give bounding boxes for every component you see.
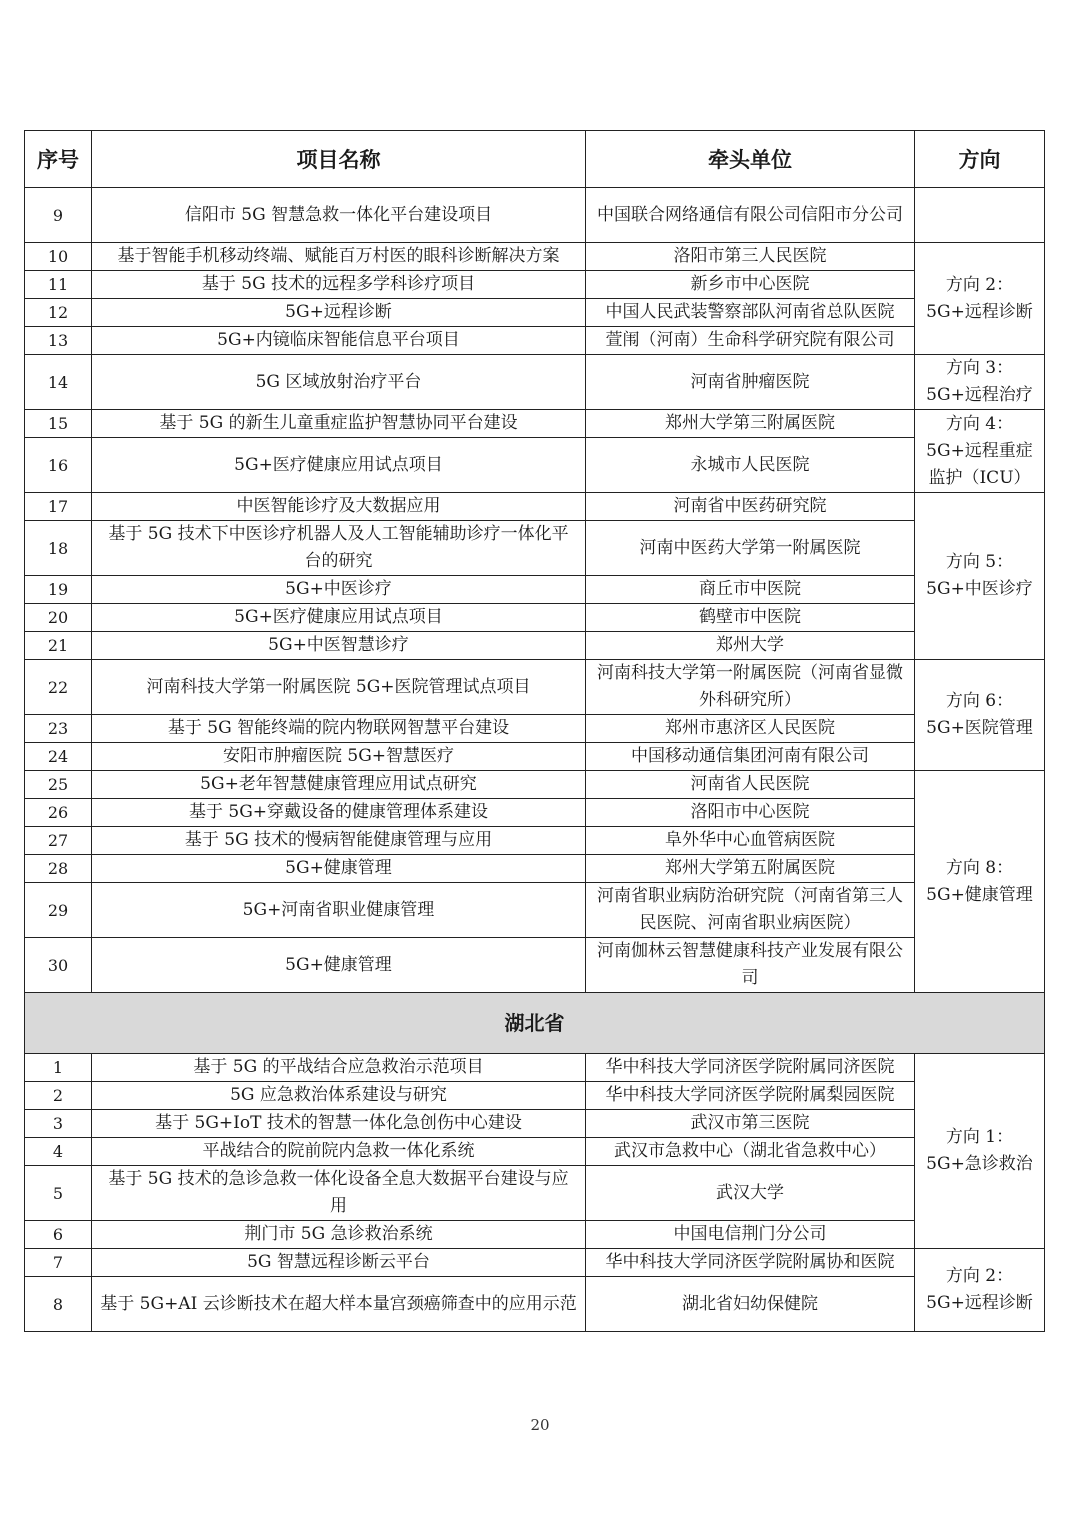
table-row [25,271,1045,299]
project-name: 基于智能手机移动终端、赋能百万村医的眼科诊断解决方案 [92,243,586,271]
row-number: 9 [25,188,92,243]
row-number: 13 [25,327,92,355]
row-number: 30 [25,938,92,993]
table-row [25,355,1045,410]
header-serial: 序号 [25,131,92,188]
lead-unit: 河南省职业病防治研究院（河南省第三人民医院、河南省职业病医院） [586,883,915,938]
lead-unit: 萱闱（河南）生命科学研究院有限公司 [586,327,915,355]
row-number: 14 [25,355,92,410]
lead-unit: 商丘市中医院 [586,576,915,604]
table-row [25,1277,1045,1332]
lead-unit: 郑州大学第五附属医院 [586,855,915,883]
row-number: 10 [25,243,92,271]
direction-cell [915,188,1045,243]
lead-unit: 郑州大学第三附属医院 [586,410,915,438]
page-number: 20 [530,1416,550,1434]
table-row [25,632,1045,660]
project-name: 信阳市 5G 智慧急救一体化平台建设项目 [92,188,586,243]
project-name: 基于 5G 技术的慢病智能健康管理与应用 [92,827,586,855]
table-header-row [25,131,1045,188]
lead-unit: 武汉大学 [586,1166,915,1221]
table-row [25,771,1045,799]
lead-unit: 武汉市急救中心（湖北省急救中心） [586,1138,915,1166]
row-number: 25 [25,771,92,799]
lead-unit: 河南省中医药研究院 [586,493,915,521]
project-name: 基于 5G 的平战结合应急救治示范项目 [92,1054,586,1082]
lead-unit: 郑州大学 [586,632,915,660]
section-row [25,993,1045,1054]
row-number: 23 [25,715,92,743]
project-name: 5G+内镜临床智能信息平台项目 [92,327,586,355]
project-name: 5G+河南省职业健康管理 [92,883,586,938]
row-number: 16 [25,438,92,493]
row-number: 1 [25,1054,92,1082]
table-row [25,827,1045,855]
lead-unit: 郑州市惠济区人民医院 [586,715,915,743]
row-number: 15 [25,410,92,438]
row-number: 4 [25,1138,92,1166]
row-number: 12 [25,299,92,327]
project-name: 5G+老年智慧健康管理应用试点研究 [92,771,586,799]
project-name: 安阳市肿瘤医院 5G+智慧医疗 [92,743,586,771]
row-number: 19 [25,576,92,604]
project-name: 荆门市 5G 急诊救治系统 [92,1221,586,1249]
lead-unit: 阜外华中心血管病医院 [586,827,915,855]
row-number: 18 [25,521,92,576]
project-name: 平战结合的院前院内急救一体化系统 [92,1138,586,1166]
table-row [25,327,1045,355]
table-row [25,438,1045,493]
row-number: 28 [25,855,92,883]
table-row [25,1221,1045,1249]
table-row [25,410,1045,438]
lead-unit: 河南省肿瘤医院 [586,355,915,410]
project-name: 5G 智慧远程诊断云平台 [92,1249,586,1277]
table-row [25,243,1045,271]
lead-unit: 洛阳市中心医院 [586,799,915,827]
project-name: 5G+健康管理 [92,938,586,993]
table-row [25,660,1045,715]
row-number: 22 [25,660,92,715]
lead-unit: 河南中医药大学第一附属医院 [586,521,915,576]
project-name: 河南科技大学第一附属医院 5G+医院管理试点项目 [92,660,586,715]
direction-cell: 方向 3：5G+远程治疗 [915,355,1045,410]
header-lead-unit: 牵头单位 [586,131,915,188]
lead-unit: 永城市人民医院 [586,438,915,493]
row-number: 20 [25,604,92,632]
table-row [25,299,1045,327]
table-row [25,855,1045,883]
project-name: 基于 5G 智能终端的院内物联网智慧平台建设 [92,715,586,743]
row-number: 5 [25,1166,92,1221]
row-number: 24 [25,743,92,771]
section-title: 湖北省 [25,993,1045,1054]
table-row [25,938,1045,993]
lead-unit: 洛阳市第三人民医院 [586,243,915,271]
header-project-name: 项目名称 [92,131,586,188]
table-row [25,604,1045,632]
project-name: 5G+远程诊断 [92,299,586,327]
direction-cell: 方向 2：5G+远程诊断 [915,243,1045,355]
row-number: 27 [25,827,92,855]
table-row [25,1138,1045,1166]
direction-cell: 方向 5：5G+中医诊疗 [915,493,1045,660]
row-number: 6 [25,1221,92,1249]
table-row [25,576,1045,604]
lead-unit: 中国人民武装警察部队河南省总队医院 [586,299,915,327]
row-number: 3 [25,1110,92,1138]
table-row [25,715,1045,743]
table-row [25,799,1045,827]
project-name: 5G 应急救治体系建设与研究 [92,1082,586,1110]
direction-cell: 方向 1：5G+急诊救治 [915,1054,1045,1249]
row-number: 21 [25,632,92,660]
lead-unit: 河南伽林云智慧健康科技产业发展有限公司 [586,938,915,993]
table-row [25,521,1045,576]
project-name: 基于 5G+穿戴设备的健康管理体系建设 [92,799,586,827]
lead-unit: 鹤壁市中医院 [586,604,915,632]
row-number: 26 [25,799,92,827]
lead-unit: 武汉市第三医院 [586,1110,915,1138]
project-name: 基于 5G 技术下中医诊疗机器人及人工智能辅助诊疗一体化平台的研究 [92,521,586,576]
table-row [25,1249,1045,1277]
table-row [25,1054,1045,1082]
project-name: 5G+医疗健康应用试点项目 [92,604,586,632]
project-name: 基于 5G+IoT 技术的智慧一体化急创伤中心建设 [92,1110,586,1138]
row-number: 2 [25,1082,92,1110]
lead-unit: 新乡市中心医院 [586,271,915,299]
project-name: 基于 5G 的新生儿童重症监护智慧协同平台建设 [92,410,586,438]
table-row [25,188,1045,243]
direction-cell: 方向 4：5G+远程重症监护（ICU） [915,410,1045,493]
lead-unit: 河南省人民医院 [586,771,915,799]
project-name: 5G+中医诊疗 [92,576,586,604]
project-name: 5G+健康管理 [92,855,586,883]
row-number: 7 [25,1249,92,1277]
project-name: 5G 区域放射治疗平台 [92,355,586,410]
direction-cell: 方向 8：5G+健康管理 [915,771,1045,993]
lead-unit: 河南科技大学第一附属医院（河南省显微外科研究所） [586,660,915,715]
row-number: 8 [25,1277,92,1332]
header-direction: 方向 [915,131,1045,188]
table-row [25,1166,1045,1221]
lead-unit: 中国联合网络通信有限公司信阳市分公司 [586,188,915,243]
project-name: 基于 5G 技术的急诊急救一体化设备全息大数据平台建设与应用 [92,1166,586,1221]
project-name: 基于 5G 技术的远程多学科诊疗项目 [92,271,586,299]
table-row [25,743,1045,771]
project-name: 5G+医疗健康应用试点项目 [92,438,586,493]
row-number: 11 [25,271,92,299]
lead-unit: 华中科技大学同济医学院附属梨园医院 [586,1082,915,1110]
direction-cell: 方向 2：5G+远程诊断 [915,1249,1045,1332]
lead-unit: 湖北省妇幼保健院 [586,1277,915,1332]
row-number: 29 [25,883,92,938]
project-table [24,130,1045,1332]
lead-unit: 华中科技大学同济医学院附属同济医院 [586,1054,915,1082]
lead-unit: 中国移动通信集团河南有限公司 [586,743,915,771]
direction-cell: 方向 6：5G+医院管理 [915,660,1045,771]
table-row [25,493,1045,521]
project-name: 5G+中医智慧诊疗 [92,632,586,660]
table-row [25,1082,1045,1110]
project-name: 中医智能诊疗及大数据应用 [92,493,586,521]
lead-unit: 华中科技大学同济医学院附属协和医院 [586,1249,915,1277]
row-number: 17 [25,493,92,521]
table-row [25,1110,1045,1138]
project-name: 基于 5G+AI 云诊断技术在超大样本量宫颈癌筛查中的应用示范 [92,1277,586,1332]
table-row [25,883,1045,938]
lead-unit: 中国电信荆门分公司 [586,1221,915,1249]
